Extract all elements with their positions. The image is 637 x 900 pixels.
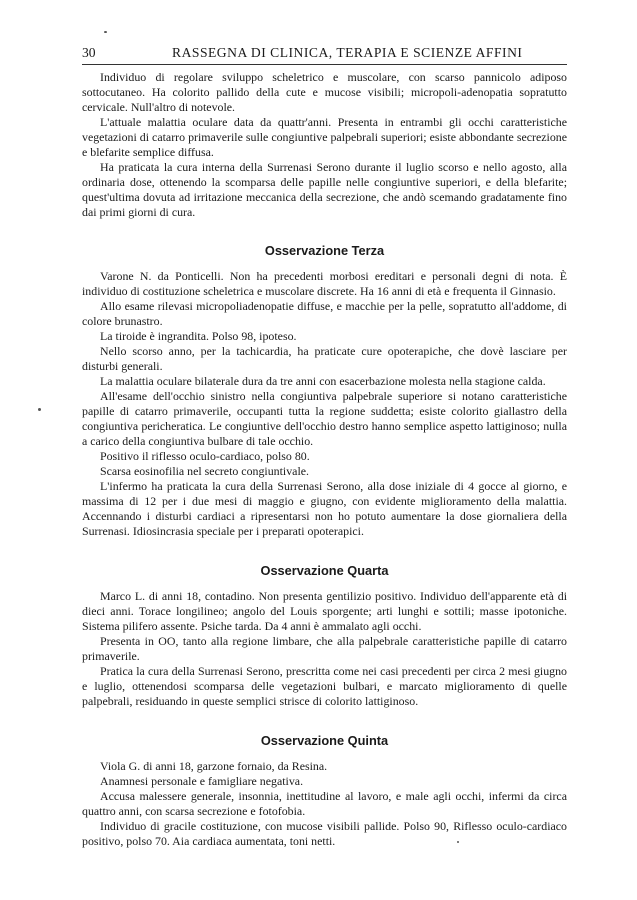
article-body: [82, 70, 567, 849]
section-heading-osservazione-quinta: Osservazione Quinta: [260, 733, 389, 748]
body-paragraph: Marco L. di anni 18, contadino. Non presenta gentilizio positivo. Individuo dell'apparente età di dieci anni. Torace longilineo; angolo del Louis sporgente; arti lunghi e sottili; masse ipotoniche. Sistema pilifero assente. Psiche tarda. Da 4 anni è ammalato agli occhi.: [82, 589, 567, 633]
body-paragraph: Pratica la cura della Surrenasi Serono, prescritta come nei casi precedenti per circa 2 mesi giugno e luglio, ottenendosi scomparsa delle vegetazioni bulbari, e marcato miglioramento di quelle palpebrali, residuando in queste semplici strisce di colorito lattiginoso.: [82, 664, 567, 708]
body-paragraph: L'attuale malattia oculare data da quattr'anni. Presenta in entrambi gli occhi caratteristiche vegetazioni di catarro primaverile sulle congiuntive palpebrali superiori; esiste abbondante secrezione e blefarite semplice diffusa.: [82, 115, 567, 159]
print-speck: [457, 841, 459, 843]
journal-title: RASSEGNA DI CLINICA, TERAPIA E SCIENZE AFFINI: [172, 45, 523, 60]
running-header: [82, 44, 567, 65]
body-paragraph: Individuo di regolare sviluppo scheletrico e muscolare, con scarso pannicolo adiposo sottocutaneo. Ha colorito pallido della cute e mucose visibili; micropoli-adenopatia sopratutto cervicale. Null'altro di notevole.: [82, 70, 567, 114]
body-paragraph: Positivo il riflesso oculo-cardiaco, polso 80.: [100, 449, 310, 463]
body-paragraph: Presenta in OO, tanto alla regione limbare, che alla palpebrale caratteristiche papille di catarro primaverile.: [82, 634, 567, 663]
body-paragraph: Ha praticata la cura interna della Surrenasi Serono durante il luglio scorso e nello agosto, alla ordinaria dose, ottenendo la scomparsa delle papille nelle congiuntive superiori, e della blefarite; quest'ultima dovuta ad irritazione meccanica della secrezione, che andò scemando gradatamente fino dai primi giorni di cura.: [82, 160, 567, 219]
body-paragraph: Viola G. di anni 18, garzone fornaio, da Resina.: [100, 759, 328, 773]
print-speck: [104, 31, 107, 33]
section-heading-osservazione-quarta: Osservazione Quarta: [260, 563, 389, 578]
body-paragraph: La malattia oculare bilaterale dura da tre anni con esacerbazione molesta nella stagione calda.: [100, 374, 546, 388]
body-paragraph: All'esame dell'occhio sinistro nella congiuntiva palpebrale superiore si notano caratteristiche papille di catarro primaverile, occupanti tutta la regione suddetta; esiste colorito giallastro della congiuntiva pericheratica. Le congiuntive dell'occhio destro hanno semplice aspetto lattiginoso; nulla a carico della congiuntiva bulbare di tale occhio.: [82, 389, 567, 448]
body-paragraph: Varone N. da Ponticelli. Non ha precedenti morbosi ereditari e personali degni di nota. È individuo di costituzione scheletrica e muscolare discrete. Ha 16 anni di età e frequenta il Ginnasio.: [82, 269, 567, 298]
body-paragraph: Anamnesi personale e famigliare negativa.: [100, 774, 304, 788]
body-paragraph: Scarsa eosinofilia nel secreto congiuntivale.: [100, 464, 310, 478]
print-speck: [38, 408, 41, 411]
body-paragraph: Individuo di gracile costituzione, con mucose visibili pallide. Polso 90, Riflesso oculo-cardiaco positivo, polso 70. Aia cardiaca aumentata, toni netti.: [82, 819, 567, 848]
page-number: 30: [82, 45, 96, 60]
body-paragraph: Allo esame rilevasi micropoliadenopatie diffuse, e macchie per la pelle, sopratutto all'addome, di colore brunastro.: [82, 299, 567, 328]
body-paragraph: L'infermo ha praticata la cura della Surrenasi Serono, alla dose iniziale di 4 gocce al giorno, e massima di 12 per i due mesi di maggio e giugno, con evidente miglioramento della malattia. Accennando i disturbi cardiaci a ripresentarsi non ho potuto aumentare la dose giornaliera della Surrenasi. Idiosincrasia speciale per i preparati opoterapici.: [82, 479, 567, 538]
body-paragraph: Accusa malessere generale, insonnia, inettitudine al lavoro, e male agli occhi, infermi da circa quattro anni, con scarsa secrezione e fotofobia.: [82, 789, 567, 818]
section-heading-osservazione-terza: Osservazione Terza: [264, 243, 385, 258]
body-paragraph: Nello scorso anno, per la tachicardia, ha praticate cure opoterapiche, che dovè lasciare per disturbi generali.: [82, 344, 567, 373]
body-paragraph: La tiroide è ingrandita. Polso 98, ipoteso.: [100, 329, 297, 343]
